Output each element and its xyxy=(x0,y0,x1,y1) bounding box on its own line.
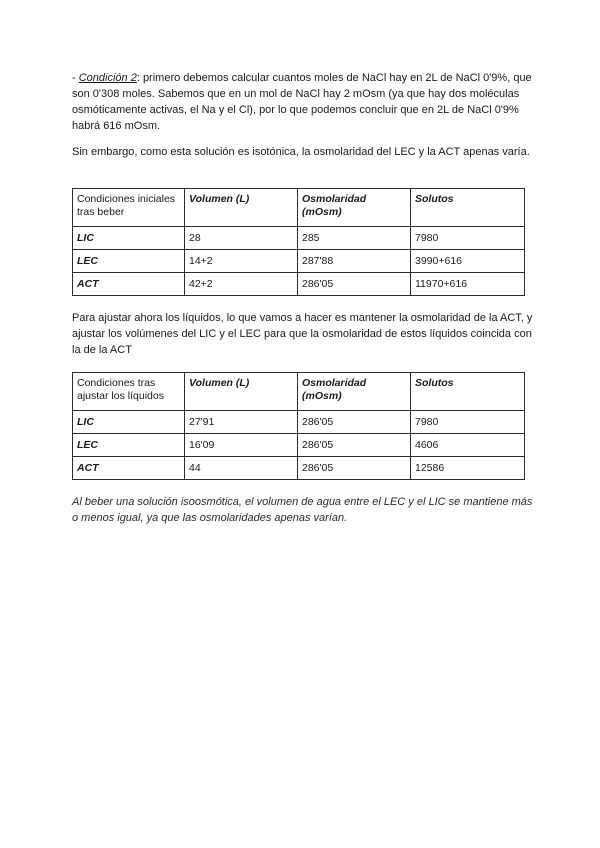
cell-solutes: 7980 xyxy=(411,411,525,434)
cell-volume: 42+2 xyxy=(185,273,298,296)
cell-solutes: 7980 xyxy=(411,227,525,250)
table-row xyxy=(73,434,525,457)
cell-osmolarity: 285 xyxy=(298,227,411,250)
table-header-row xyxy=(73,189,525,227)
cell-volume: 14+2 xyxy=(185,250,298,273)
condition-label: Condición 2 xyxy=(78,72,137,84)
row-label: LIC xyxy=(73,227,185,250)
cell-osmolarity: 287'88 xyxy=(298,250,411,273)
row-label: LEC xyxy=(73,434,185,457)
table-row xyxy=(73,411,525,434)
table-header-row xyxy=(73,373,525,411)
row-label: ACT xyxy=(73,457,185,480)
cell-solutes: 3990+616 xyxy=(411,250,525,273)
adjust-paragraph: Para ajustar ahora los líquidos, lo que vamos a hacer es mantener la osmolaridad de la ACT, y ajustar los volúmenes del LIC y el LEC para que la osmolaridad de estos líquidos coincida con la de la ACT xyxy=(72,312,533,356)
header-conditions: Condiciones tras ajustar los líquidos xyxy=(73,373,185,411)
header-volume: Volumen (L) xyxy=(185,189,298,227)
cell-volume: 27'91 xyxy=(185,411,298,434)
conclusion-paragraph: Al beber una solución isoosmótica, el volumen de agua entre el LEC y el LIC se mantiene más o menos igual, ya que las osmolaridades apenas varían. xyxy=(72,496,533,524)
header-volume: Volumen (L) xyxy=(185,373,298,411)
cell-osmolarity: 286'05 xyxy=(298,434,411,457)
header-solutes: Solutos xyxy=(411,373,525,411)
row-label: LEC xyxy=(73,250,185,273)
cell-osmolarity: 286'05 xyxy=(298,457,411,480)
intro-dash: - xyxy=(72,72,79,84)
header-osmolarity: Osmolaridad (mOsm) xyxy=(298,189,411,227)
cell-solutes: 4606 xyxy=(411,434,525,457)
header-conditions: Condiciones iniciales tras beber xyxy=(73,189,185,227)
intro-paragraph xyxy=(72,70,534,134)
adjusted-conditions-table xyxy=(72,372,525,480)
table-row xyxy=(73,273,525,296)
row-label: ACT xyxy=(73,273,185,296)
header-solutes: Solutos xyxy=(411,189,525,227)
isotonic-paragraph: Sin embargo, como esta solución es isotónica, la osmolaridad del LEC y la ACT apenas varía. xyxy=(72,146,530,158)
cell-volume: 16'09 xyxy=(185,434,298,457)
cell-solutes: 12586 xyxy=(411,457,525,480)
table-row xyxy=(73,227,525,250)
header-osmolarity: Osmolaridad (mOsm) xyxy=(298,373,411,411)
cell-solutes: 11970+616 xyxy=(411,273,525,296)
table-row xyxy=(73,457,525,480)
cell-osmolarity: 286'05 xyxy=(298,411,411,434)
cell-osmolarity: 286'05 xyxy=(298,273,411,296)
table-row xyxy=(73,250,525,273)
row-label: LIC xyxy=(73,411,185,434)
initial-conditions-table xyxy=(72,188,525,296)
cell-volume: 28 xyxy=(185,227,298,250)
cell-volume: 44 xyxy=(185,457,298,480)
intro-text: : primero debemos calcular cuantos moles de NaCl hay en 2L de NaCl 0'9%, que son 0'308 moles. Sabemos que en un mol de NaCl hay 2 mOsm (ya que hay dos moléculas osmóticamente activas, el Na y el Cl), por lo que podemos concluir que en 2L de NaCl 0'9% habrá 616 mOsm. xyxy=(72,72,532,132)
